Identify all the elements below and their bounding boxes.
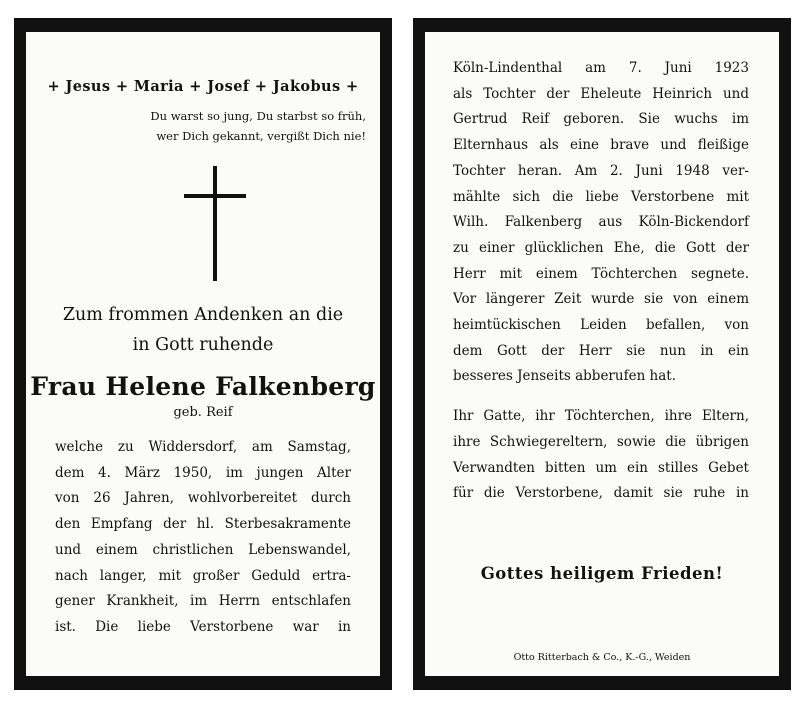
text-line: ihre Schwiegereltern, sowie die übrigen — [453, 433, 749, 450]
text-line: dem Gott der Herr sie nun in ein — [453, 342, 749, 359]
text-line: Vor längerer Zeit wurde sie von einem — [453, 291, 749, 308]
printer-imprint: Otto Ritterbach & Co., K.-G., Weiden — [513, 652, 691, 663]
text-line: gener Krankheit, im Herrn entschlafen — [55, 593, 351, 610]
text-line: für die Verstorbene, damit sie ruhe in — [453, 485, 749, 502]
verse-line: Du warst so jung, Du starbst so früh, — [150, 109, 366, 123]
text-line: ist. Die liebe Verstorbene war in — [55, 618, 351, 635]
header-line: + Jesus + Maria + Josef + Jakobus + — [47, 78, 359, 95]
text-line: Verwandten bitten um ein stilles Gebet — [453, 459, 749, 476]
text-line: Wilh. Falkenberg aus Köln-Bickendorf — [453, 214, 749, 231]
cross-horizontal-beam — [184, 194, 246, 198]
text-line: Herr mit einem Töchterchen segnete. — [453, 265, 749, 282]
text-line: mählte sich die liebe Verstorbene mit — [453, 188, 749, 205]
maiden-name: geb. Reif — [173, 405, 233, 420]
left-card — [14, 18, 392, 690]
memorial-line: in Gott ruhende — [132, 335, 274, 355]
text-line: heimtückischen Leiden befallen, von — [453, 317, 749, 334]
verse-line: wer Dich gekannt, vergißt Dich nie! — [156, 129, 366, 143]
left-body-text — [55, 435, 351, 641]
right-card-paper — [425, 32, 779, 676]
latin-cross-icon — [184, 166, 246, 281]
text-line: Köln-Lindenthal am 7. Juni 1923 — [453, 60, 749, 76]
paragraph-2 — [453, 404, 749, 507]
right-body-text — [453, 56, 749, 507]
text-line: und einem christlichen Lebenswandel, — [55, 541, 351, 558]
text-line: Tochter heran. Am 2. Juni 1948 ver- — [453, 162, 749, 179]
text-line: Gertrud Reif geboren. Sie wuchs im — [453, 111, 749, 128]
memorial-line: Zum frommen Andenken an die — [62, 305, 344, 325]
text-line: nach langer, mit großer Geduld ertra- — [55, 567, 351, 584]
right-card — [413, 18, 791, 690]
text-line: von 26 Jahren, wohlvorbereitet durch — [55, 490, 351, 507]
text-line: den Empfang der hl. Sterbesakramente — [55, 516, 351, 533]
text-line: als Tochter der Eheleute Heinrich und — [453, 85, 749, 102]
text-line: Ihr Gatte, ihr Töchterchen, ihre Eltern, — [453, 408, 749, 425]
verse — [150, 106, 366, 146]
left-card-paper — [26, 32, 380, 676]
paragraph-1 — [453, 56, 749, 390]
memorial-heading — [26, 300, 380, 360]
cross-vertical-beam — [213, 166, 217, 281]
closing-line: Gottes heiligem Frieden! — [480, 564, 724, 583]
text-line: Elternhaus als eine brave und fleißige — [453, 137, 749, 154]
text-line: besseres Jenseits abberufen hat. — [453, 368, 677, 385]
text-line: dem 4. März 1950, im jungen Alter — [55, 464, 351, 481]
deceased-name: Frau Helene Falkenberg — [30, 372, 376, 401]
text-line: welche zu Widdersdorf, am Samstag, — [55, 439, 351, 455]
text-line: zu einer glücklichen Ehe, die Gott der — [453, 239, 749, 256]
